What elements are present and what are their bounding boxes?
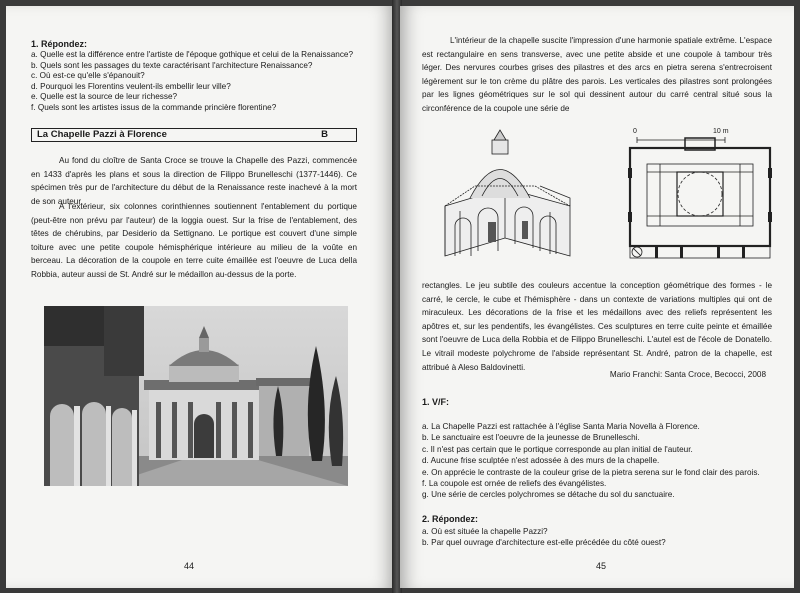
question-item: a. Quelle est la différence entre l'artiste de l'époque gothique et celui de la Renaissance?: [31, 50, 354, 59]
respond-item: a. Où est située la chapelle Pazzi?: [422, 527, 548, 536]
paragraph-2: A l'extérieur, six colonnes corinthiennes soutiennent l'entablement du portique (peut-être non prévu par l'auteur) de la loggia ouest. Sur la frise de l'entablement, des têtes de chérubins, par Desiderio da Settignano. Le portique est couvert d'une simple toiture avec une petite coupole hémisphérique intérieure au milieu de la voûte en berceau. La décoration de la coupole en terre cuite émaillée est l'oeuvre de Luca della Robbia, auteur aussi de St. André sur le médaillon au-dessus de la porte.: [31, 202, 357, 279]
pazzi-chapel-photo: [44, 306, 348, 486]
section-title: La Chapelle Pazzi à Florence: [37, 129, 167, 140]
respond-item: b. Par quel ouvrage d'architecture est-elle précédée du côté ouest?: [422, 538, 666, 547]
questions-list: [31, 50, 353, 114]
vf-item: e. On apprécie le contraste de la couleur grise de la pietra serena sur le fond clair des parois.: [422, 467, 760, 477]
page-number-left: 44: [184, 561, 195, 571]
source-credit: Mario Franchi: Santa Croce, Becocci, 2008: [609, 370, 766, 379]
vf-item: b. Le sanctuaire est l'oeuvre de la jeunesse de Brunelleschi.: [422, 433, 640, 443]
question-item: b. Quels sont les passages du texte caractérisant l'architecture Renaissance?: [31, 60, 313, 70]
chapel-section-drawing-image: [440, 126, 575, 266]
chapel-floor-plan: [625, 128, 775, 268]
page-right: [400, 6, 794, 588]
section-heading: [31, 128, 357, 142]
paragraph-interior: L'intérieur de la chapelle suscite l'impression d'une harmonie spatiale extrême. L'espace est rectangulaire en sens transverse, avec une petite abside et une coupole à tambour très léger. Des nervures courbes grises des pilastres et des arcs en pietra serena s'entrecroisent légèrement sur le ton crème du plâtre des parois. Les verticales des pilastres sont prolongées par les lignes géométriques sur le sol qui dessinent autour du carré central situé sous la circonférence de la coupole une série de: [422, 36, 772, 113]
question-item: f. Quels sont les artistes issus de la commande princière florentine?: [31, 102, 277, 112]
vf-item: a. La Chapelle Pazzi est rattachée à l'église Santa Maria Novella à Florence.: [422, 422, 700, 431]
questions-title: 1. Répondez:: [31, 39, 88, 49]
plan-scale-start: 0: [633, 128, 637, 135]
paragraph-rectangles: rectangles. Le jeu subtile des couleurs accentue la conception géométrique des formes - le carré, le cercle, le cube et l'hémisphère - dans un contexte de variations multiples qui ont de miraculeux. Les décorations de la frise et les médaillons avec des reliefs représentent les apôtres et, sur les pendentifs, les évangélistes. Ces sculptures en terre cuite peinte et émaillée sont l'oeuvre de Luca della Robbia et de Filippo Brunelleschi. L'autel est de l'école de Donatello. Le vitrail modeste polychrome de l'abside représentant St. André, patron de la chapelle, est attribué à Aleso Baldovinetti.: [422, 281, 772, 372]
page-left: [6, 6, 394, 588]
question-item: e. Quelle est la source de leur richesse?: [31, 92, 178, 102]
vf-item: g. Une série de cercles polychromes se détache du sol du sanctuaire.: [422, 490, 675, 500]
vf-list: [422, 421, 760, 501]
question-item: c. Où est-ce qu'elle s'épanouit?: [31, 71, 145, 81]
page-number-right: 45: [596, 561, 607, 571]
chapel-floor-plan-image: [625, 128, 775, 268]
section-letter: B: [321, 129, 328, 140]
vf-item: f. La coupole est ornée de reliefs des évangélistes.: [422, 479, 607, 489]
plan-scale-end: 10 m: [713, 128, 729, 135]
vf-title: 1. V/F:: [422, 397, 450, 407]
respond-title: 2. Répondez:: [422, 514, 479, 524]
chapel-section-drawing: [440, 126, 575, 266]
pazzi-chapel-photo-image: [44, 306, 348, 486]
vf-item: c. Il n'est pas certain que le portique corresponde au plan initial de l'auteur.: [422, 444, 693, 454]
question-item: d. Pourquoi les Florentins veulent-ils embellir leur ville?: [31, 81, 231, 91]
vf-item: d. Aucune frise sculptée n'est adossée à des murs de la chapelle.: [422, 456, 660, 466]
respond-list: [422, 526, 666, 548]
paragraph-1: Au fond du cloître de Santa Croce se trouve la Chapelle des Pazzi, commencée en 1433 d'après les plans et sous la direction de Filippo Brunelleschi (1377-1446). Ce spécimen très pur de l'architecture du début de la Renaissance reste inachevé à la mort de son auteur.: [31, 156, 357, 206]
